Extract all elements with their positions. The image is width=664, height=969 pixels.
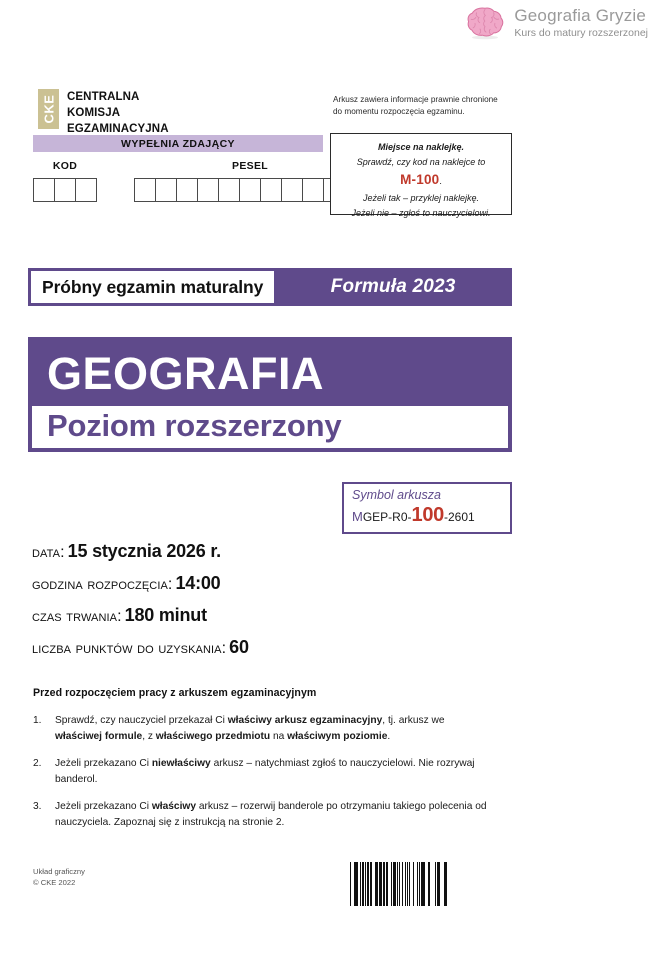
pesel-box[interactable]	[176, 178, 198, 202]
cke-name-line3: EGZAMINACYJNA	[67, 122, 169, 135]
meta-row-start-time	[32, 574, 472, 593]
pesel-box[interactable]	[302, 178, 324, 202]
pesel-box[interactable]	[281, 178, 303, 202]
pesel-label: PESEL	[232, 160, 268, 172]
sticker-line-5: Jeżeli nie – zgłoś to nauczycielowi.	[351, 207, 491, 218]
brain-icon	[466, 6, 504, 40]
brand-subtitle: Kurs do matury rozszerzonej	[514, 27, 648, 40]
meta-value: 14:00	[175, 573, 221, 593]
kod-field[interactable]	[33, 160, 97, 202]
pesel-box[interactable]	[218, 178, 240, 202]
exam-type-label: Próbny egzamin maturalny	[42, 276, 264, 297]
credit-line-2: © CKE 2022	[33, 878, 76, 887]
graphic-layout-credit	[33, 866, 85, 888]
sticker-code-row	[335, 169, 507, 191]
pesel-box[interactable]	[155, 178, 177, 202]
barcode-icon	[350, 862, 513, 906]
instruction-number: 3.	[33, 801, 42, 812]
instruction-text: Jeżeli przekazano Ci niewłaściwy arkusz – natychmiast zgłoś to nauczycielowi. Nie rozrywaj banderol.	[55, 758, 475, 785]
sticker-code: M-100	[400, 172, 440, 188]
sheet-symbol-label: Symbol arkusza	[352, 488, 441, 502]
exam-title-bar	[28, 268, 512, 306]
credit-line-1: Układ graficzny	[33, 867, 85, 876]
cke-logo	[38, 89, 169, 138]
notice-line-1: Arkusz zawiera informacje prawnie chronione	[333, 95, 498, 104]
pesel-box[interactable]	[260, 178, 282, 202]
meta-row-duration	[32, 606, 472, 625]
sheet-symbol-box	[342, 482, 512, 534]
instruction-text: Jeżeli przekazano Ci właściwy arkusz – rozerwij banderole po otrzymaniu takiego polecenia od nauczyciela. Zapoznaj się z instrukcją na stronie 2.	[55, 801, 487, 828]
symbol-prefix-rest: GEP-R0-	[362, 510, 412, 525]
instructions-heading: Przed rozpoczęciem pracy z arkuszem egzaminacyjnym	[33, 687, 317, 699]
sticker-code-suffix: .	[439, 176, 442, 187]
pesel-box[interactable]	[239, 178, 261, 202]
kod-label: KOD	[52, 160, 78, 172]
notice-line-2: do momentu rozpoczęcia egzaminu.	[333, 107, 465, 117]
meta-value: 180 minut	[124, 605, 207, 625]
symbol-prefix-m: M	[352, 509, 363, 525]
formula-box	[274, 268, 512, 306]
candidate-fill-band	[33, 135, 323, 152]
subject-block	[28, 337, 512, 452]
brand-title: Geografia Gryzie	[514, 6, 647, 26]
candidate-fill-label: WYPEŁNIA ZDAJĄCY	[121, 137, 235, 150]
meta-row-points	[32, 638, 472, 657]
cke-mark-icon	[38, 89, 59, 129]
cke-name-line1: CENTRALNA	[67, 91, 140, 103]
subject-level: Poziom rozszerzony	[47, 408, 342, 443]
formula-label: Formuła 2023	[330, 276, 456, 297]
protected-info-notice	[333, 94, 498, 119]
sticker-line-4: Jeżeli tak – przyklej naklejkę.	[362, 193, 480, 204]
cke-name	[67, 89, 169, 138]
pesel-box[interactable]	[197, 178, 219, 202]
meta-key: czas trwania:	[32, 608, 122, 625]
kod-boxes[interactable]	[33, 178, 97, 202]
barcode-bar	[447, 862, 448, 906]
cke-name-line2: KOMISJA	[67, 106, 121, 119]
sticker-line-1-text: Miejsce na naklejkę.	[377, 142, 465, 152]
cke-mark-label: CKE	[41, 94, 56, 124]
pesel-box[interactable]	[134, 178, 156, 202]
meta-key: godzina rozpoczęcia:	[32, 576, 173, 593]
meta-key: data:	[32, 544, 65, 561]
instruction-item	[33, 799, 488, 830]
sheet-symbol-code	[352, 504, 502, 527]
symbol-suffix: -2601	[444, 510, 475, 525]
instruction-text: Sprawdź, czy nauczyciel przekazał Ci właściwy arkusz egzaminacyjny, tj. arkusz we właściwej formule, z właściwego przedmiotu na właściwym poziomie.	[55, 715, 445, 742]
symbol-highlight: 100	[411, 504, 445, 527]
instructions-section	[33, 687, 488, 842]
meta-row-date	[32, 542, 472, 561]
sticker-placement-box	[330, 133, 512, 218]
instructions-list	[33, 713, 488, 830]
exam-meta-list	[32, 542, 472, 670]
instruction-number: 1.	[33, 715, 42, 726]
meta-value: 60	[229, 637, 249, 657]
subject-name: GEOGRAFIA	[47, 348, 325, 399]
meta-key: liczba punktów do uzyskania:	[32, 640, 227, 657]
sticker-line-1	[335, 140, 507, 155]
instruction-number: 2.	[33, 758, 42, 769]
subject-level-box	[32, 406, 508, 448]
instruction-item	[33, 713, 488, 744]
meta-value: 15 stycznia 2026 r.	[67, 541, 221, 561]
brand-logo	[466, 6, 648, 40]
brand-text	[514, 7, 648, 39]
kod-box[interactable]	[75, 178, 97, 202]
sticker-line-2: Sprawdź, czy kod na naklejce to	[356, 156, 486, 167]
candidate-fields	[33, 160, 366, 202]
kod-box[interactable]	[33, 178, 55, 202]
instruction-item	[33, 756, 488, 787]
kod-box[interactable]	[54, 178, 76, 202]
exam-type-box	[31, 271, 274, 303]
